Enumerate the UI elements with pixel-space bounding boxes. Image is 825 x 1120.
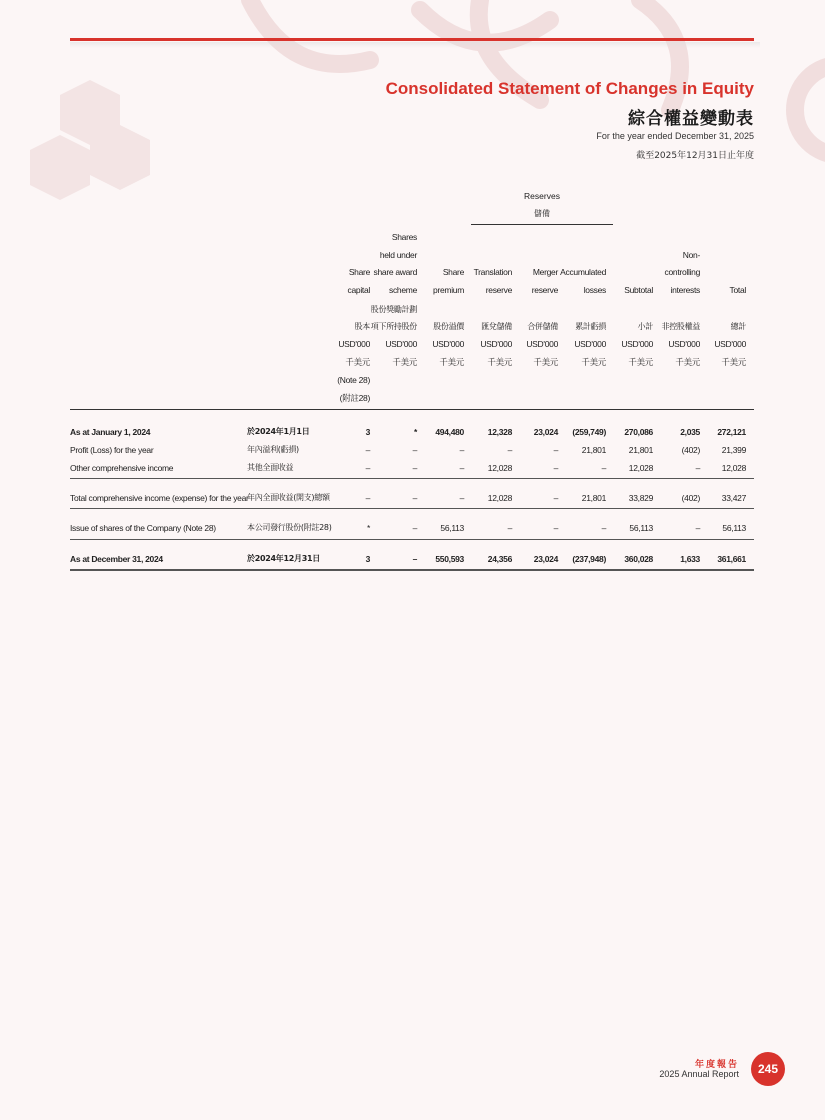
table-cell: (402) xyxy=(681,493,700,503)
table-cell: 2,035 xyxy=(680,427,700,437)
table-cell: 21,801 xyxy=(581,445,606,455)
table-cell: 23,024 xyxy=(533,554,558,564)
table-cell: – xyxy=(459,463,464,473)
table-cell: – xyxy=(459,445,464,455)
row-label: Other comprehensive income xyxy=(70,463,174,473)
table-row xyxy=(70,423,754,441)
table-cell: – xyxy=(365,463,370,473)
reserves-label-chinese: 儲備 xyxy=(534,209,550,218)
column-header-chinese: 總計 xyxy=(730,322,746,331)
row-label-chinese: 其他全面收益 xyxy=(247,463,294,472)
table-cell: 272,121 xyxy=(717,427,746,437)
table-cell: (402) xyxy=(681,445,700,455)
reserves-group-rule xyxy=(471,224,613,225)
table-cell: 33,829 xyxy=(628,493,653,503)
table-cell: 3 xyxy=(365,427,370,437)
table-cell: – xyxy=(412,523,417,533)
column-header: Total xyxy=(729,284,746,295)
table-row xyxy=(70,441,754,459)
table-cell: 56,113 xyxy=(440,523,464,533)
table-cell: 56,113 xyxy=(629,523,653,533)
table-cell: 270,086 xyxy=(624,427,653,437)
table-cell: – xyxy=(365,445,370,455)
column-header-chinese: 股份獎勵計劃 項下所持股份 xyxy=(370,304,417,331)
table-cell: – xyxy=(553,463,558,473)
column-header: Share premium xyxy=(433,267,464,295)
column-header: Share capital xyxy=(347,267,370,295)
table-cell: 56,113 xyxy=(722,523,746,533)
table-cell: 12,328 xyxy=(487,427,512,437)
column-header-chinese: 股本 xyxy=(354,322,370,331)
table-cell: – xyxy=(695,463,700,473)
table-row xyxy=(70,489,754,507)
table-cell: 21,399 xyxy=(721,445,746,455)
reserves-group-header xyxy=(471,188,613,222)
table-cell: – xyxy=(553,523,558,533)
table-cell: – xyxy=(553,445,558,455)
column-unit: USD'000 千美元 xyxy=(621,339,653,367)
table-rule xyxy=(70,539,754,540)
row-label-chinese: 於2024年1月1日 xyxy=(247,427,310,436)
table-cell: 21,801 xyxy=(628,445,653,455)
table-cell: 12,028 xyxy=(487,463,512,473)
table-cell: 12,028 xyxy=(721,463,746,473)
table-row xyxy=(70,459,754,477)
table-cell: – xyxy=(459,493,464,503)
table-cell: – xyxy=(553,493,558,503)
row-label: Issue of shares of the Company (Note 28) xyxy=(70,523,216,533)
table-cell: 33,427 xyxy=(721,493,746,503)
table-cell: * xyxy=(413,427,417,437)
row-label: As at December 31, 2024 xyxy=(70,554,163,564)
column-unit: USD'000 千美元 xyxy=(338,339,370,367)
column-unit: USD'000 千美元 xyxy=(432,339,464,367)
annual-report-label: 2025 Annual Report xyxy=(659,1069,739,1079)
table-cell: 24,356 xyxy=(487,554,512,564)
table-cell: 494,480 xyxy=(435,427,464,437)
column-header: Translation reserve xyxy=(473,267,512,295)
table-cell: – xyxy=(601,463,606,473)
column-unit: USD'000 千美元 xyxy=(526,339,558,367)
period-label: For the year ended December 31, 2025 xyxy=(596,131,754,141)
table-cell: 360,028 xyxy=(624,554,653,564)
table-cell: – xyxy=(695,523,700,533)
row-label: Profit (Loss) for the year xyxy=(70,445,154,455)
column-header: Shares held under share award scheme xyxy=(373,232,417,295)
column-header: Merger reserve xyxy=(531,267,558,295)
page-title: Consolidated Statement of Changes in Equity xyxy=(385,79,754,98)
table-cell: 12,028 xyxy=(487,493,512,503)
table-cell: – xyxy=(412,463,417,473)
column-unit: USD'000 千美元 xyxy=(574,339,606,367)
annual-report-label-chinese: 年度報告 xyxy=(694,1060,739,1070)
page-number: 245 xyxy=(751,1052,785,1086)
row-label: Total comprehensive income (expense) for the year xyxy=(70,493,249,503)
table-rule xyxy=(70,569,754,571)
table-cell: (237,948) xyxy=(572,554,606,564)
table-cell: 21,801 xyxy=(581,493,606,503)
table-cell: – xyxy=(412,493,417,503)
column-header: Accumulated losses xyxy=(560,267,606,295)
column-header-chinese: 匯兌儲備 xyxy=(481,322,512,331)
column-header-chinese: 累計虧損 xyxy=(575,322,606,331)
table-cell: 361,661 xyxy=(717,554,746,564)
table-cell: – xyxy=(412,445,417,455)
table-cell: * xyxy=(366,523,370,533)
column-header: Non- controlling interests xyxy=(664,249,700,295)
table-cell: 12,028 xyxy=(628,463,653,473)
table-cell: 550,593 xyxy=(435,554,464,564)
table-cell: (259,749) xyxy=(572,427,606,437)
reserves-label: Reserves xyxy=(524,191,560,201)
column-header-chinese: 小計 xyxy=(637,322,653,331)
row-label-chinese: 年內全面收益(開支)總額 xyxy=(247,493,330,502)
column-header-chinese: 合併儲備 xyxy=(527,322,558,331)
table-row xyxy=(70,519,754,537)
table-cell: – xyxy=(507,523,512,533)
column-header-chinese: 股份溢價 xyxy=(433,322,464,331)
table-cell: – xyxy=(365,493,370,503)
header-rule-shadow xyxy=(70,42,760,48)
column-unit: USD'000 千美元 xyxy=(714,339,746,367)
table-cell: – xyxy=(507,445,512,455)
column-unit: USD'000 千美元 xyxy=(480,339,512,367)
period-label-chinese: 截至2025年12月31日止年度 xyxy=(636,151,754,161)
table-rule xyxy=(70,478,754,479)
row-label: As at January 1, 2024 xyxy=(70,427,151,437)
table-cell: – xyxy=(601,523,606,533)
row-label-chinese: 於2024年12月31日 xyxy=(247,554,320,563)
column-header-chinese: 非控股權益 xyxy=(661,322,700,331)
table-cell: 3 xyxy=(365,554,370,564)
table-cell: – xyxy=(412,554,417,564)
column-unit: USD'000 千美元 xyxy=(385,339,417,367)
column-note: (Note 28) (附註28) xyxy=(337,375,370,403)
table-row xyxy=(70,550,754,568)
table-cell: 1,633 xyxy=(680,554,700,564)
table-cell: 23,024 xyxy=(533,427,558,437)
column-unit: USD'000 千美元 xyxy=(668,339,700,367)
header-rule xyxy=(70,38,754,41)
row-label-chinese: 本公司發行股份(附註28) xyxy=(247,523,332,532)
row-label-chinese: 年內溢利(虧損) xyxy=(247,445,299,454)
column-header: Subtotal xyxy=(624,284,653,295)
table-rule xyxy=(70,508,754,509)
page-title-chinese: 綜合權益變動表 xyxy=(628,109,754,129)
header-bottom-rule xyxy=(70,409,754,410)
